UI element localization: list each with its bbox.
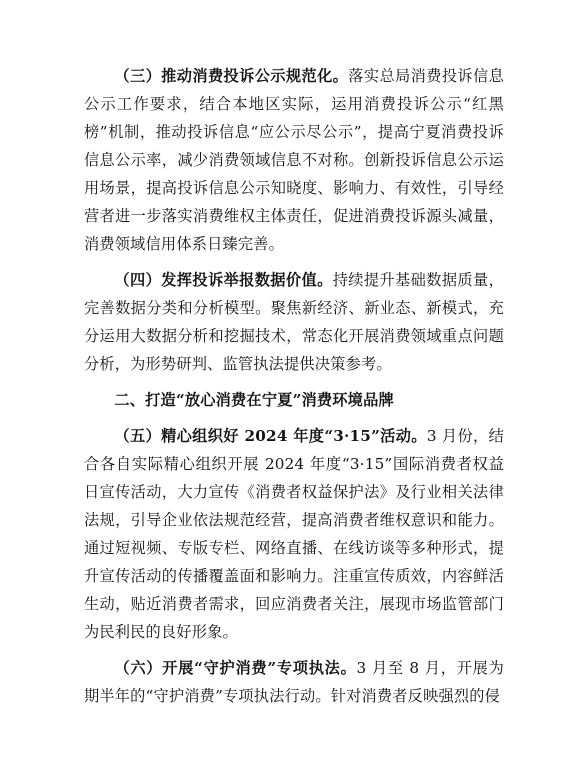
paragraph-lead: （三）推动消费投诉公示规范化。 xyxy=(114,67,349,85)
paragraph-section-3 xyxy=(84,62,504,258)
paragraph-body: 落实总局消费投诉信息公示工作要求，结合本地区实际，运用消费投诉公示“红黑榜”机制，推动投诉信息“应公示尽公示”，提高宁夏消费投诉信息公示率，减少消费领域信息不对称。创新投诉信息公示运用场景，提高投诉信息公示知晓度、影响力、有效性，引导经营者进一步落实消费维权主体责任，促进消费投诉源头减量，消费领域信用体系日臻完善。 xyxy=(84,67,505,253)
paragraph-body: 3 月至 8 月，开展为期半年的“守护消费”专项执法行动。针对消费者反映强烈的侵 xyxy=(84,659,504,705)
paragraph-lead: （六）开展“守护消费”专项执法。 xyxy=(114,659,357,677)
paragraph-lead: （四）发挥投诉举报数据价值。 xyxy=(114,271,333,289)
paragraph-section-5 xyxy=(84,422,504,646)
section-heading: 二、打造“放心消费在宁夏”消费环境品牌 xyxy=(114,391,394,409)
paragraph-section-6 xyxy=(84,654,504,710)
paragraph-section-4 xyxy=(84,266,504,378)
paragraph-body: 持续提升基础数据质量，完善数据分类和分析模型。聚焦新经济、新业态、新模式，充分运用大数据分析和挖掘技术，常态化开展消费领域重点问题分析，为形势研判、监管执法提供决策参考。 xyxy=(84,271,504,373)
paragraph-body: 3 月份，结合各自实际精心组织开展 2024 年度“3·15”国际消费者权益日宣传活动，大力宣传《消费者权益保护法》及行业相关法律法规，引导企业依法规范经营，提高消费者维权意识和能力。通过短视频、专版专栏、网络直播、在线访谈等多种形式，提升宣传活动的传播覆盖面和影响力。注重宣传质效，内容鲜活生动，贴近消费者需求，回应消费者关注，展现市场监管部门为民利民的良好形象。 xyxy=(84,427,504,641)
paragraph-lead: （五）精心组织好 2024 年度“3·15”活动。 xyxy=(114,427,427,445)
document-page xyxy=(84,62,504,710)
